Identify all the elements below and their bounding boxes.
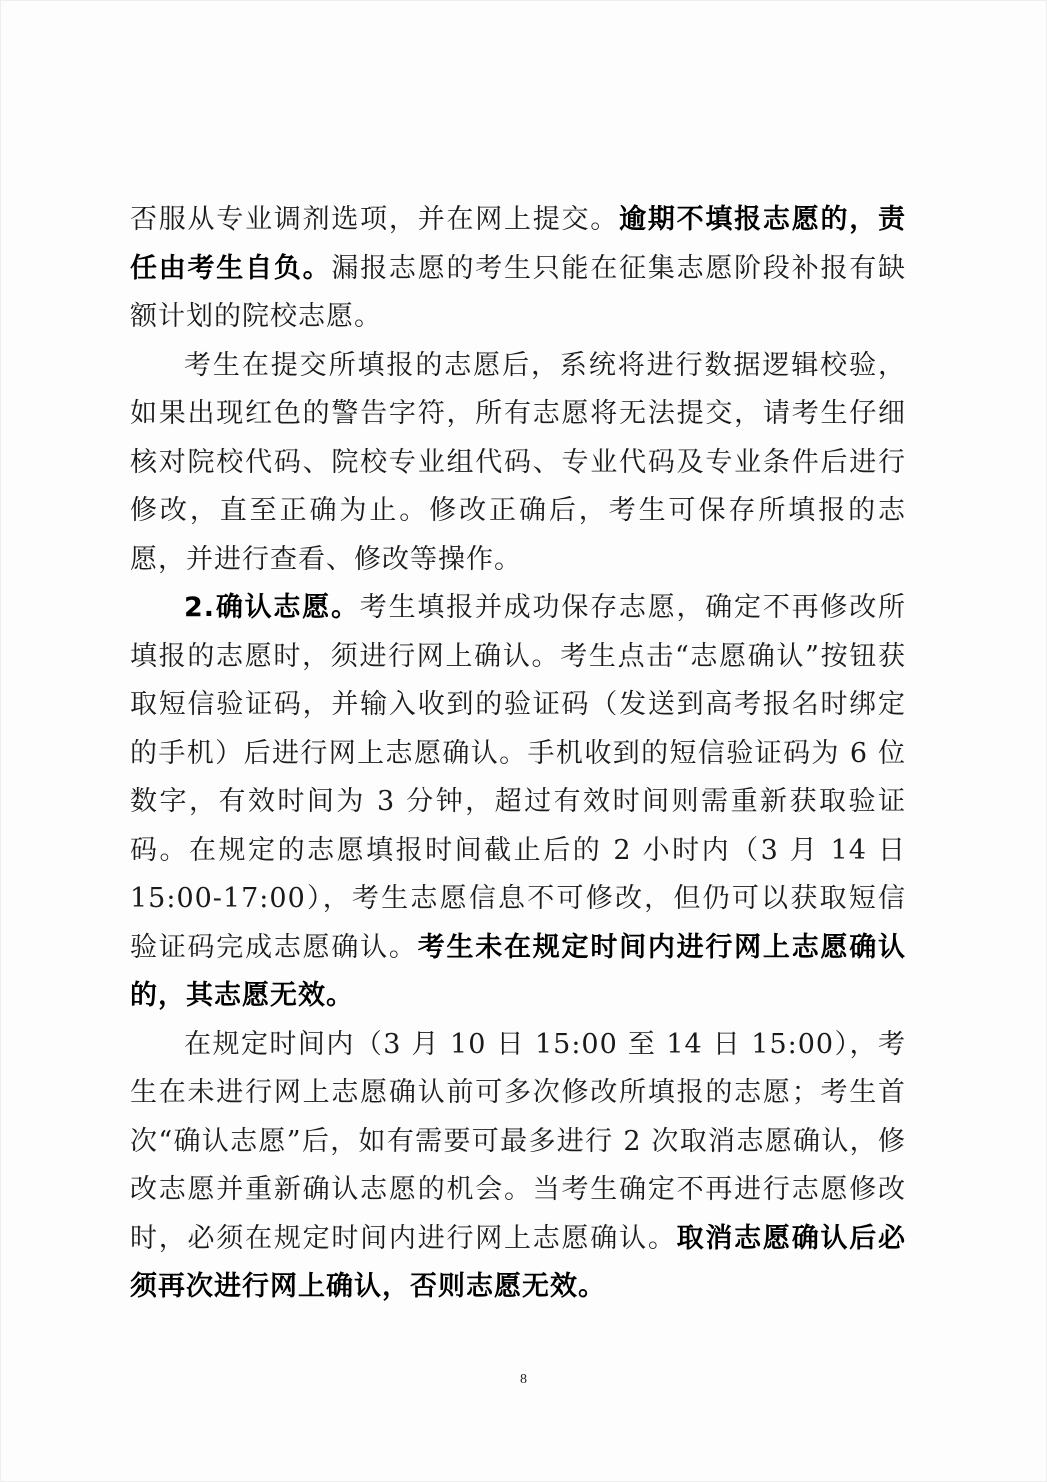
paragraph-1-bold-1: 逾期不填报志愿的，责任由考生自负。 — [130, 204, 907, 284]
paragraph-1-text-1: 否服从专业调剂选项，并在网上提交。 — [130, 204, 620, 235]
paragraph-2-text-1: 考生在提交所填报的志愿后，系统将进行数据逻辑校验，如果出现红色的警告字符，所有志愿将无法提交，请考生仔细核对院校代码、院校专业组代码、专业代码及专业条件后进行修改，直至正确为止。修改正确后，考生可保存所填报的志愿，并进行查看、修改等操作。 — [130, 349, 906, 575]
paragraph-3-heading: 2.确认志愿。 — [184, 592, 360, 623]
page-number: 8 — [520, 1372, 527, 1387]
paragraph-4 — [130, 1021, 906, 1312]
paragraph-3-text-1: 考生填报并成功保存志愿，确定不再修改所填报的志愿时，须进行网上确认。考生点击“志愿确认”按钮获取短信验证码，并输入收到的验证码（发送到高考报名时绑定的手机）后进行网上志愿确认。手机收到的短信验证码为 6 位数字，有效时间为 3 分钟，超过有效时间则需重新获取验证码。在规定的志愿填报时间截止后的 2 小时内（3 月 14 日 15:00-17:00），考生志愿信息不可修改，但仍可以获取短信验证码完成志愿确认。 — [130, 592, 907, 963]
paragraph-2 — [130, 342, 906, 585]
paragraph-4-bold-1: 取消志愿确认后必须再次进行网上确认，否则志愿无效。 — [130, 1222, 907, 1302]
body-text — [130, 196, 906, 1312]
paragraph-3-bold-1: 考生未在规定时间内进行网上志愿确认的，其志愿无效。 — [130, 931, 907, 1011]
paragraph-1-text-2: 漏报志愿的考生只能在征集志愿阶段补报有缺额计划的院校志愿。 — [130, 252, 907, 332]
paragraph-4-text-1: 在规定时间内（3 月 10 日 15:00 至 14 日 15:00），考生在未进行网上志愿确认前可多次修改所填报的志愿；考生首次“确认志愿”后，如有需要可最多进行 2 次取消志愿确认，修改志愿并重新确认志愿的机会。当考生确定不再进行志愿修改时，必须在规定时间内进行网上志愿确认。 — [130, 1028, 906, 1254]
paragraph-1 — [130, 196, 906, 342]
paragraph-3 — [130, 584, 906, 1021]
